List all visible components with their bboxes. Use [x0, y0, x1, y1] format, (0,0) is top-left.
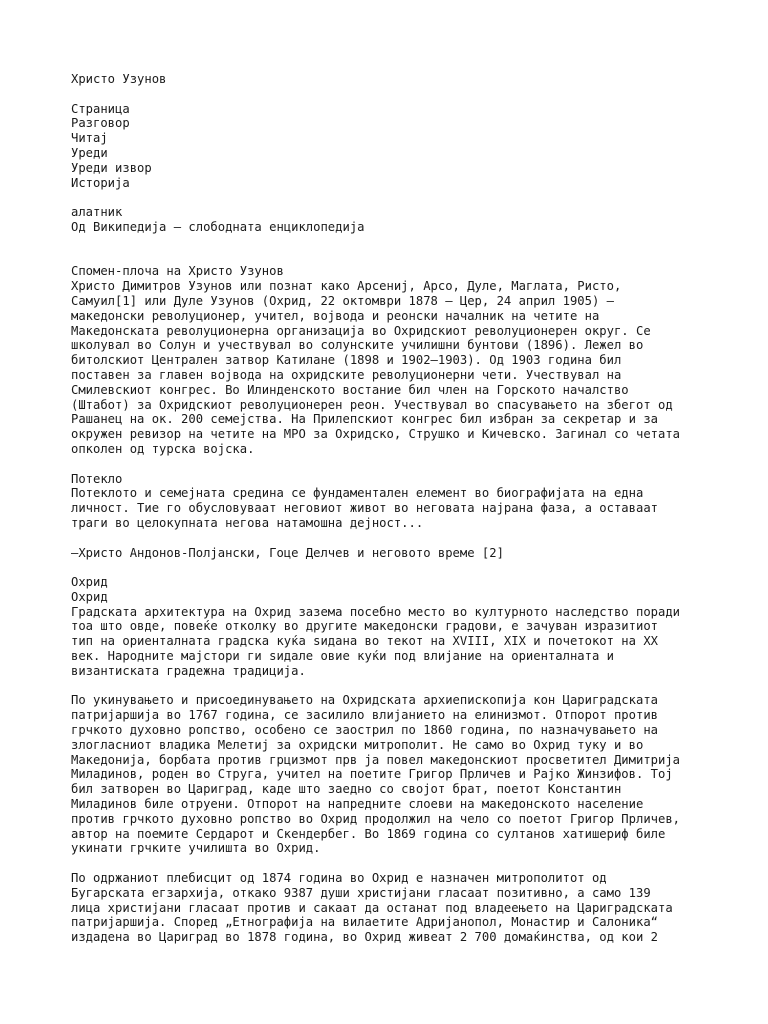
article-page [71, 72, 711, 945]
paragraph-line: Миладинов биле отруени. Отпорот на напредните слоеви на македонското население [71, 797, 644, 812]
paragraph-line: византиската градежна традиција. [71, 663, 306, 678]
nav-page-link[interactable]: Страница [71, 101, 130, 116]
intro-line: Христо Димитров Узунов или познат како Арсениј, Арсо, Дуле, Маглата, Ристо, [71, 279, 622, 294]
intro-paragraph [71, 279, 711, 457]
paragraph-line: злогласниот владика Мелетиј за охридски митрополит. Не само во Охрид туку и во [71, 737, 644, 752]
paragraph-line: грчкото духовно ропство, особено се заострил по 1860 година, по назначувањето на [71, 723, 658, 738]
paragraph-line: Миладинов, роден во Струга, учител на поетите Григор Прличев и Рајко Жинзифов. Тој [71, 767, 673, 782]
intro-line: македонски револуционер, учител, војвода и реонски началник на четите на [71, 308, 600, 323]
paragraph-line: патријаршија во 1767 година, се засилило влијанието на елинизмот. Отпорот против [71, 708, 658, 723]
nav-history-link[interactable]: Историја [71, 175, 130, 190]
source-tagline: Од Википедија — слободната енциклопедија [71, 219, 365, 234]
intro-line: Македонската револуционерна организација во Охридскиот револуционерен округ. Се [71, 323, 651, 338]
image-caption: Спомен-плоча на Христо Узунов [71, 264, 284, 279]
intro-line: битолскиот Централен затвор Катилане (1898 и 1902–1903). Од 1903 година бил [71, 353, 622, 368]
paragraph-line: бил затворен во Цариград, каде што заедно со својот брат, поетот Константин [71, 782, 622, 797]
quote-attribution: —Христо Андонов-Полјански, Гоце Делчев и неговото време [2] [71, 545, 504, 560]
paragraph-line: лица христијани гласаат против и сакаат да останат под владеењето на Цариградската [71, 900, 673, 915]
nav-edit-link[interactable]: Уреди [71, 145, 108, 160]
quote-line: Потеклото и семејната средина се фундаментален елемент во биографијата на една [71, 486, 644, 501]
origin-quote [71, 486, 711, 530]
paragraph-line: По укинувањето и присоединувањето на Охридската архиепископија кон Цариградската [71, 693, 658, 708]
origin-heading: Потекло [71, 471, 123, 486]
quote-line: личност. Тие го обусловуваат неговиот живот во неговата најрана фаза, а оставаат [71, 501, 658, 516]
page-title: Христо Узунов [71, 72, 167, 86]
paragraph-line: против грчкото духовно ропство во Охрид продолжил на чело со поетот Григор Прличев, [71, 811, 681, 826]
paragraph-line: издадена во Цариград во 1878 година, во Охрид живеат 2 700 домаќинства, од кои 2 [71, 930, 658, 945]
paragraph-line: По одржаниот плебисцит од 1874 година во Охрид е назначен митрополитот од [71, 871, 607, 886]
paragraph-line: тоа што овде, повеќе отколку во другите македонски градови, е зачуван изразитиот [71, 619, 658, 634]
nav-read-link[interactable]: Читај [71, 131, 108, 146]
paragraph-line: Бугарската егзархија, откако 9387 души христијани гласаат позитивно, а само 139 [71, 885, 651, 900]
intro-line: Рашанец на ок. 200 семејства. На Прилепскиот конгрес бил избран за секретар и за [71, 412, 658, 427]
quote-line: траги во целокупната негова натамошна дејност... [71, 515, 424, 530]
paragraph-line: автор на поемите Сердарот и Скендербег. Во 1869 година со султанов хатишериф биле [71, 826, 666, 841]
paragraph-line: патријаршија. Според „Етнографија на вилаетите Адријанопол, Монастир и Салоника“ [71, 915, 658, 930]
intro-line: опколен од турска војска. [71, 441, 255, 456]
ohrid-paragraph-1 [71, 605, 711, 679]
paragraph-line: укинати грчките училишта во Охрид. [71, 841, 321, 856]
ohrid-paragraph-2 [71, 693, 711, 856]
paragraph-line: Македонија, борбата против грцизмот прв ја повел македонскиот просветител Димитрија [71, 752, 681, 767]
intro-line: школувал во Солун и учествувал во солунските училишни бунтови (1896). Лежел во [71, 338, 644, 353]
intro-line: (Штабот) за Охридскиот револуционерен реон. Учествувал во спасувањето на збегот од [71, 397, 673, 412]
ohrid-paragraph-3 [71, 871, 711, 945]
section-heading-ohrid: Охрид [71, 575, 108, 590]
paragraph-line: век. Народните мајстори ги sидале овие куќи под влијание на ориенталната и [71, 649, 614, 664]
subsection-heading-ohrid: Охрид [71, 589, 108, 604]
paragraph-line: Градската архитектура на Охрид зазема посебно место во културното наследство поради [71, 604, 681, 619]
intro-line: окружен ревизор на четите на МРО за Охридско, Струшко и Кичевско. Загинал со четата [71, 427, 681, 442]
intro-line: поставен за главен војвода на охридските револуционерни чети. Учествувал на [71, 367, 622, 382]
tools-link[interactable]: алатник [71, 205, 123, 220]
intro-line: Самуил[1] или Дуле Узунов (Охрид, 22 октомври 1878 – Цер, 24 април 1905) — [71, 293, 614, 308]
nav-talk-link[interactable]: Разговор [71, 116, 130, 131]
article-nav [71, 102, 711, 191]
intro-line: Смилевскиот конгрес. Во Илинденското востание бил член на Горското началство [71, 382, 629, 397]
paragraph-line: тип на ориенталната градска куќа sидана во текот на XVIII, XIX и почетокот на XX [71, 634, 658, 649]
nav-edit-source-link[interactable]: Уреди извор [71, 160, 152, 175]
